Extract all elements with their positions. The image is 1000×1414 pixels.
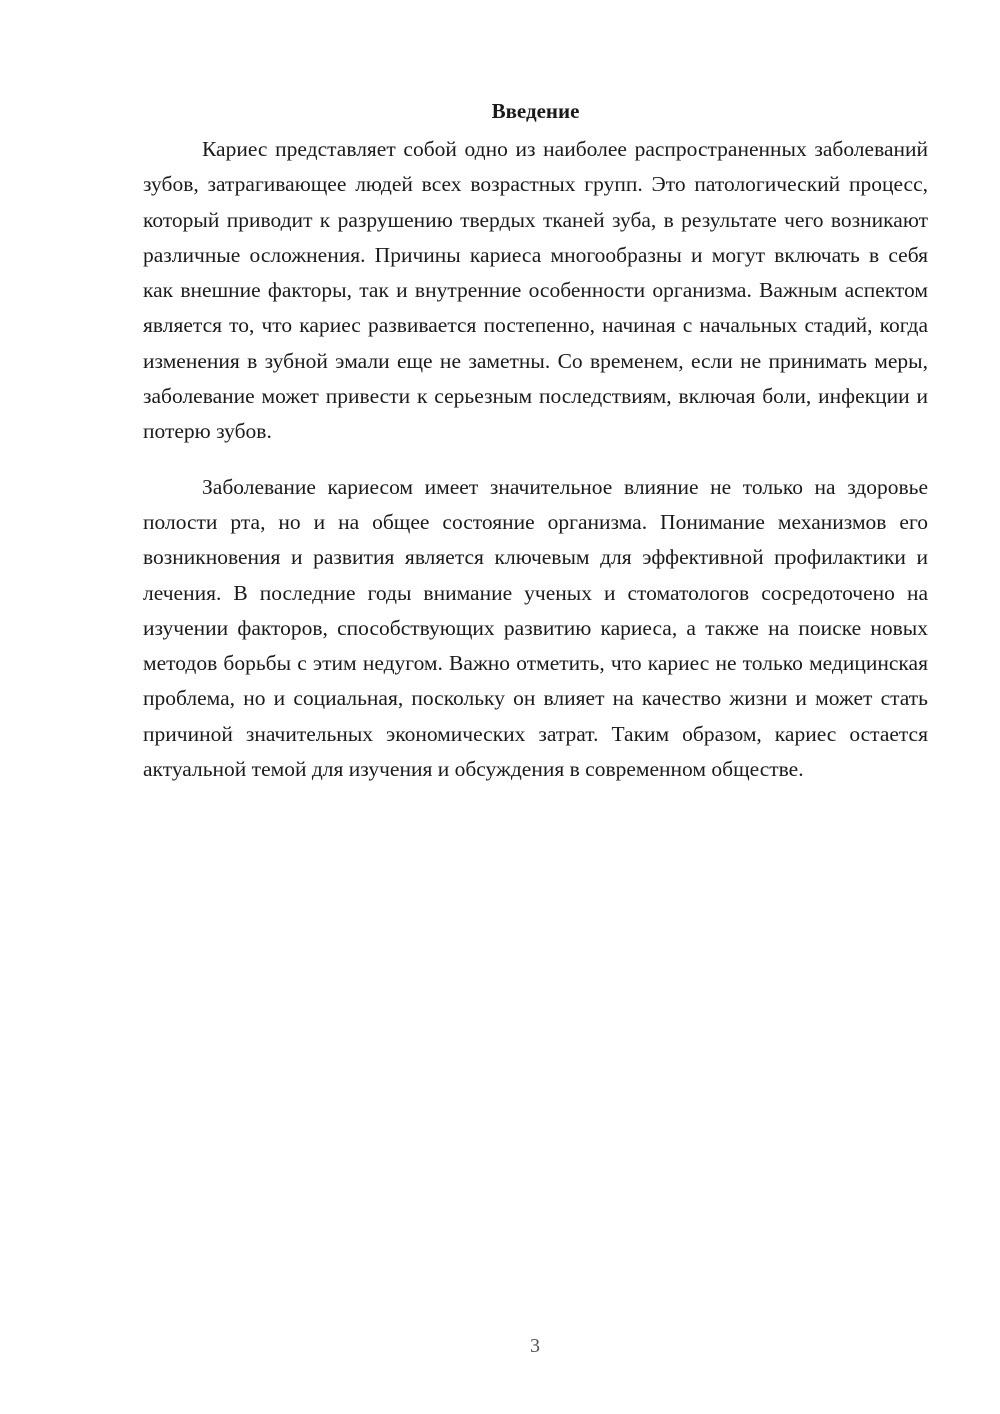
paragraph-1: Кариес представляет собой одно из наиболее распространенных заболеваний зубов, затрагивающее людей всех возрастных групп. Это патологический процесс, который приводит к разрушению твердых тканей зуба, в результате чего возникают различные осложнения. Причины кариеса многообразны и могут включать в себя как внешние факторы, так и внутренние особенности организма. Важным аспектом является то, что кариес развивается постепенно, начиная с начальных стадий, когда изменения в зубной эмали еще не заметны. Со временем, если не принимать меры, заболевание может привести к серьезным последствиям, включая боли, инфекции и потерю зубов. bbox=[143, 137, 928, 444]
paragraph-2: Заболевание кариесом имеет значительное влияние не только на здоровье полости рта, но и на общее состояние организма. Понимание механизмов его возникновения и развития является ключевым для эффективной профилактики и лечения. В последние годы внимание ученых и стоматологов сосредоточено на изучении факторов, способствующих развитию кариеса, а также на поиске новых методов борьбы с этим недугом. Важно отметить, что кариес не только медицинская проблема, но и социальная, поскольку он влияет на качество жизни и может стать причиной значительных экономических затрат. Таким образом, кариес остается актуальной темой для изучения и обсуждения в современном обществе. bbox=[143, 474, 928, 782]
page-content bbox=[143, 96, 928, 787]
page-number: 3 bbox=[530, 1335, 540, 1357]
section-heading: Введение bbox=[491, 99, 580, 123]
